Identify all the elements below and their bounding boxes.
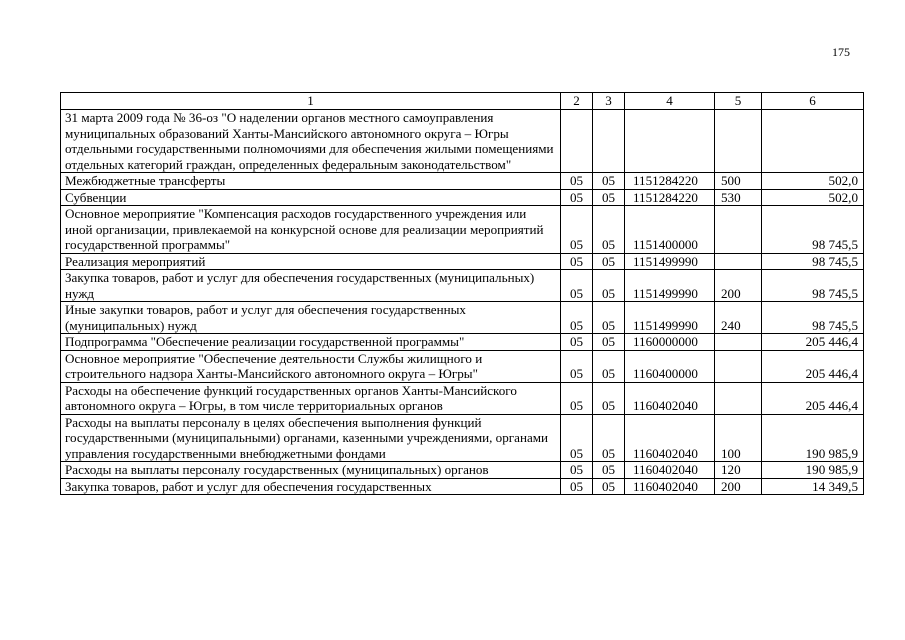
expense-name-cell: Подпрограмма "Обеспечение реализации государственной программы" [61, 334, 561, 351]
expense-name-cell: Расходы на выплаты персоналу в целях обеспечения выполнения функций государственными (муниципальными) органами, казенными учреждениями, органами управления государственными внебюджетными фондами [61, 414, 561, 462]
table-row [61, 206, 864, 254]
amount-cell: 205 446,4 [762, 382, 864, 414]
expense-name-cell: Закупка товаров, работ и услуг для обеспечения государственных [61, 478, 561, 495]
table-row [61, 414, 864, 462]
expense-type-cell: 240 [715, 302, 762, 334]
target-article-cell: 1151499990 [625, 302, 715, 334]
expense-name-cell: Расходы на обеспечение функций государственных органов Ханты-Мансийского автономного округа – Югры, в том числе территориальных органов [61, 382, 561, 414]
subsection-code-cell: 05 [593, 173, 625, 190]
section-code-cell: 05 [561, 478, 593, 495]
expense-name-cell: 31 марта 2009 года № 36-оз "О наделении органов местного самоуправления муниципальных образований Ханты-Мансийского автономного округа – Югры отдельными государственными полномочиями для обеспечения жилыми помещениями отдельных категорий граждан, определенных федеральным законодательством" [61, 110, 561, 173]
column-header: 3 [593, 93, 625, 110]
expense-name-cell: Закупка товаров, работ и услуг для обеспечения государственных (муниципальных) нужд [61, 270, 561, 302]
target-article-cell: 1160402040 [625, 414, 715, 462]
target-article-cell: 1160400000 [625, 350, 715, 382]
section-code-cell: 05 [561, 173, 593, 190]
column-header: 2 [561, 93, 593, 110]
column-header: 1 [61, 93, 561, 110]
subsection-code-cell: 05 [593, 350, 625, 382]
amount-cell: 205 446,4 [762, 350, 864, 382]
budget-table [60, 92, 864, 495]
amount-cell: 502,0 [762, 189, 864, 206]
expense-type-cell [715, 206, 762, 254]
amount-cell: 98 745,5 [762, 302, 864, 334]
subsection-code-cell: 05 [593, 478, 625, 495]
section-code-cell: 05 [561, 382, 593, 414]
amount-cell: 205 446,4 [762, 334, 864, 351]
section-code-cell: 05 [561, 189, 593, 206]
subsection-code-cell: 05 [593, 462, 625, 479]
expense-type-cell: 100 [715, 414, 762, 462]
expense-name-cell: Основное мероприятие "Обеспечение деятельности Службы жилищного и строительного надзора Ханты-Мансийского автономного округа – Югры" [61, 350, 561, 382]
expense-type-cell [715, 253, 762, 270]
amount-cell: 14 349,5 [762, 478, 864, 495]
section-code-cell: 05 [561, 334, 593, 351]
table-row [61, 334, 864, 351]
expense-type-cell: 500 [715, 173, 762, 190]
table-body [61, 93, 864, 495]
subsection-code-cell [593, 110, 625, 173]
target-article-cell: 1160402040 [625, 478, 715, 495]
target-article-cell: 1160402040 [625, 462, 715, 479]
section-code-cell: 05 [561, 302, 593, 334]
table-row [61, 110, 864, 173]
amount-cell: 98 745,5 [762, 270, 864, 302]
expense-type-cell: 200 [715, 270, 762, 302]
amount-cell [762, 110, 864, 173]
column-header: 4 [625, 93, 715, 110]
column-header: 5 [715, 93, 762, 110]
expense-name-cell: Реализация мероприятий [61, 253, 561, 270]
section-code-cell: 05 [561, 253, 593, 270]
target-article-cell: 1151284220 [625, 189, 715, 206]
subsection-code-cell: 05 [593, 382, 625, 414]
expense-type-cell [715, 350, 762, 382]
target-article-cell: 1151284220 [625, 173, 715, 190]
expense-type-cell [715, 110, 762, 173]
table-row [61, 173, 864, 190]
target-article-cell: 1151499990 [625, 270, 715, 302]
section-code-cell: 05 [561, 462, 593, 479]
amount-cell: 190 985,9 [762, 462, 864, 479]
expense-name-cell: Иные закупки товаров, работ и услуг для обеспечения государственных (муниципальных) нужд [61, 302, 561, 334]
subsection-code-cell: 05 [593, 206, 625, 254]
expense-type-cell [715, 334, 762, 351]
section-code-cell [561, 110, 593, 173]
target-article-cell: 1151499990 [625, 253, 715, 270]
subsection-code-cell: 05 [593, 270, 625, 302]
target-article-cell: 1160000000 [625, 334, 715, 351]
subsection-code-cell: 05 [593, 189, 625, 206]
expense-type-cell [715, 382, 762, 414]
amount-cell: 502,0 [762, 173, 864, 190]
subsection-code-cell: 05 [593, 414, 625, 462]
column-header: 6 [762, 93, 864, 110]
expense-name-cell: Основное мероприятие "Компенсация расходов государственного учреждения или иной организации, привлекаемой на конкурсной основе для реализации мероприятий государственной программы" [61, 206, 561, 254]
section-code-cell: 05 [561, 414, 593, 462]
section-code-cell: 05 [561, 350, 593, 382]
table-row [61, 478, 864, 495]
table-row [61, 350, 864, 382]
table-row [61, 253, 864, 270]
table-row [61, 382, 864, 414]
amount-cell: 98 745,5 [762, 253, 864, 270]
subsection-code-cell: 05 [593, 253, 625, 270]
amount-cell: 98 745,5 [762, 206, 864, 254]
expense-name-cell: Межбюджетные трансферты [61, 173, 561, 190]
column-header-row [61, 93, 864, 110]
table-row [61, 462, 864, 479]
section-code-cell: 05 [561, 270, 593, 302]
target-article-cell: 1160402040 [625, 382, 715, 414]
expense-name-cell: Субвенции [61, 189, 561, 206]
target-article-cell: 1151400000 [625, 206, 715, 254]
amount-cell: 190 985,9 [762, 414, 864, 462]
subsection-code-cell: 05 [593, 302, 625, 334]
expense-type-cell: 200 [715, 478, 762, 495]
expense-type-cell: 530 [715, 189, 762, 206]
table-row [61, 302, 864, 334]
subsection-code-cell: 05 [593, 334, 625, 351]
page-number: 175 [832, 45, 850, 59]
table-row [61, 189, 864, 206]
expense-name-cell: Расходы на выплаты персоналу государственных (муниципальных) органов [61, 462, 561, 479]
section-code-cell: 05 [561, 206, 593, 254]
table-row [61, 270, 864, 302]
target-article-cell [625, 110, 715, 173]
expense-type-cell: 120 [715, 462, 762, 479]
